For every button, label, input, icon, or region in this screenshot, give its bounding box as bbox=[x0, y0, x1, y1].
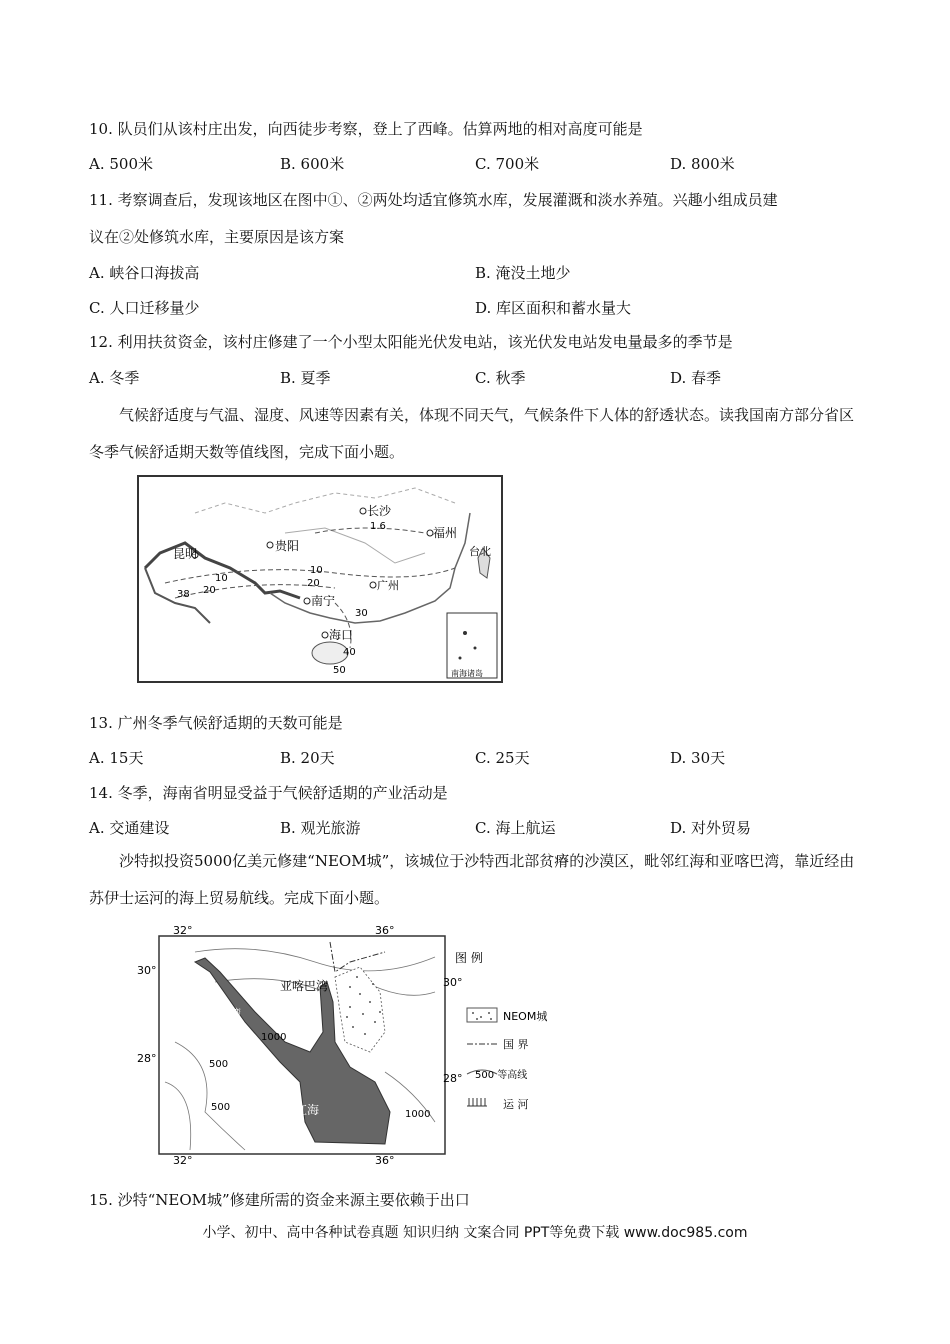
map1-isoline-label: 20 bbox=[203, 585, 216, 596]
map2-contour-label: 1000 bbox=[261, 1032, 287, 1043]
q10-option-b: B. 600米 bbox=[280, 155, 345, 173]
map1-isoline-label: 20 bbox=[307, 578, 320, 589]
map2-legend-title: 图 例 bbox=[455, 951, 483, 965]
q13-option-d: D. 30天 bbox=[670, 749, 726, 767]
map1-city-kunming: 昆明 bbox=[173, 547, 198, 561]
q10-option-d: D. 800米 bbox=[670, 155, 735, 173]
map2-lon-label: 32° bbox=[173, 924, 193, 937]
q12-option-d: D. 春季 bbox=[670, 369, 722, 387]
passage-neom-city: 沙特拟投资5000亿美元修建“NEOM城”，该城位于沙特西北部贫瘠的沙漠区，毗邻红海和亚喀巴湾，靠近经由苏伊士运河的海上贸易航线。完成下面小题。 bbox=[89, 852, 855, 907]
map1-city-haikou: 海口 bbox=[329, 628, 354, 642]
q12-option-c: C. 秋季 bbox=[475, 369, 526, 387]
map1-isoline-label: 40 bbox=[343, 647, 356, 658]
question-10-stem: 10. 队员们从该村庄出发，向西徒步考察，登上了西峰。估算两地的相对高度可能是 bbox=[89, 120, 643, 138]
question-11-stem-line2: 议在②处修筑水库，主要原因是该方案 bbox=[89, 228, 345, 246]
map1-city-changsha: 长沙 bbox=[367, 504, 392, 518]
q11-option-d: D. 库区面积和蓄水量大 bbox=[475, 299, 632, 317]
q12-option-b: B. 夏季 bbox=[280, 369, 331, 387]
q10-option-c: C. 700米 bbox=[475, 155, 540, 173]
map2-legend-canal: 运 河 bbox=[503, 1098, 529, 1111]
map1-isoline-label: 1.6 bbox=[370, 521, 386, 532]
neom-city-map bbox=[135, 922, 555, 1167]
question-15-stem: 15. 沙特“NEOM城”修建所需的资金来源主要依赖于出口 bbox=[89, 1191, 470, 1209]
q11-option-c: C. 人口迁移量少 bbox=[89, 299, 200, 317]
q13-option-c: C. 25天 bbox=[475, 749, 530, 767]
map2-lon-label: 36° bbox=[375, 924, 395, 937]
map1-city-nanning: 南宁 bbox=[311, 594, 336, 608]
map2-legend-neom: NEOM城 bbox=[503, 1010, 548, 1023]
map2-contour-label: 500 bbox=[211, 1102, 231, 1113]
q14-option-d: D. 对外贸易 bbox=[670, 819, 752, 837]
question-12-stem: 12. 利用扶贫资金，该村庄修建了一个小型太阳能光伏发电站，该光伏发电站发电量最多的季节是 bbox=[89, 333, 733, 351]
map1-inset-label: 南海诸岛 bbox=[451, 669, 483, 678]
map1-city-guiyang: 贵阳 bbox=[275, 539, 300, 553]
map2-lat-label: 30° bbox=[443, 976, 463, 989]
climate-comfort-isoline-map bbox=[135, 473, 505, 685]
q13-option-a: A. 15天 bbox=[89, 749, 144, 767]
map1-isoline-label: 10 bbox=[215, 573, 228, 584]
map2-lat-label: 30° bbox=[137, 964, 157, 977]
map1-isoline-label: 30 bbox=[355, 608, 368, 619]
question-11-stem-line1: 11. 考察调查后，发现该地区在图中①、②两处均适宜修筑水库，发展灌溉和淡水养殖。兴趣小组成员建 bbox=[89, 191, 778, 209]
question-13-stem: 13. 广州冬季气候舒适期的天数可能是 bbox=[89, 714, 343, 732]
q14-option-c: C. 海上航运 bbox=[475, 819, 556, 837]
map1-city-taibei: 台北 bbox=[469, 545, 491, 558]
q11-option-b: B. 淹没土地少 bbox=[475, 264, 571, 282]
map2-lat-label: 28° bbox=[137, 1052, 157, 1065]
q14-option-a: A. 交通建设 bbox=[89, 819, 170, 837]
map1-city-fuzhou: 福州 bbox=[433, 526, 458, 540]
q12-option-a: A. 冬季 bbox=[89, 369, 140, 387]
map1-isoline-label: 38 bbox=[177, 589, 190, 600]
q11-option-a: A. 峡谷口海拔高 bbox=[89, 264, 200, 282]
map2-lon-label: 32° bbox=[173, 1154, 193, 1167]
map2-lon-label: 36° bbox=[375, 1154, 395, 1167]
map2-place-aqaba: 亚喀巴湾 bbox=[280, 979, 329, 993]
map2-place-redsea: 红海 bbox=[295, 1103, 320, 1117]
map2-lat-label: 28° bbox=[443, 1072, 463, 1085]
map2-contour-label: 1000 bbox=[405, 1109, 431, 1120]
map1-city-guangzhou: 广州 bbox=[377, 579, 399, 592]
map2-contour-label: 500 bbox=[209, 1059, 229, 1070]
map2-place-suez: 苏伊士湾 bbox=[197, 1007, 241, 1020]
q14-option-b: B. 观光旅游 bbox=[280, 819, 361, 837]
map2-legend-border: 国 界 bbox=[503, 1038, 529, 1051]
q10-option-a: A. 500米 bbox=[89, 155, 153, 173]
q13-option-b: B. 20天 bbox=[280, 749, 335, 767]
page-footer: 小学、初中、高中各种试卷真题 知识归纳 文案合同 PPT等免费下载 www.doc985.com bbox=[202, 1225, 748, 1241]
passage-climate-comfort: 气候舒适度与气温、湿度、风速等因素有关，体现不同天气，气候条件下人体的舒透状态。读我国南方部分省区冬季气候舒适期天数等值线图，完成下面小题。 bbox=[89, 406, 855, 461]
map2-legend-contour: 500 等高线 bbox=[475, 1070, 528, 1081]
map1-isoline-label: 10 bbox=[310, 565, 323, 576]
question-14-stem: 14. 冬季，海南省明显受益于气候舒适期的产业活动是 bbox=[89, 784, 448, 802]
map1-isoline-label: 50 bbox=[333, 665, 346, 676]
